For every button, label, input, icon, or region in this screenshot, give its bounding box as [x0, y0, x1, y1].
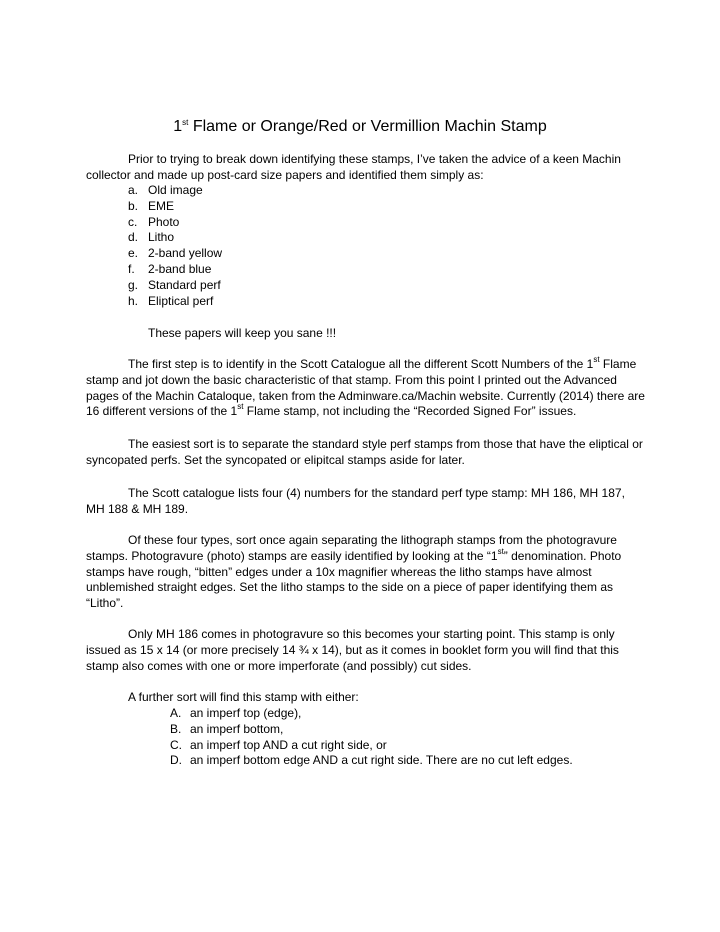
- intro-paragraph: Prior to trying to break down identifying these stamps, I’ve taken the advice of a keen Machin collector and made up post-card size papers and identified them simply as:: [86, 152, 621, 182]
- title-number: 1: [173, 118, 183, 135]
- list-item: h. Eliptical perf: [128, 293, 214, 308]
- list-item: a. Old image: [128, 183, 203, 197]
- paper-labels-list: [128, 183, 222, 309]
- four-types-paragraph: Of these four types, sort once again separating the lithograph stamps from the photogravure stamps. Photogravure (photo) stamps are easily identified by looking at the “1st” denomination. Photo stamps have rough, “bitten” edges under a 10x magnifier whereas the litho stamps have almost unblemished straight edges. Set the litho stamps to the side on a piece of paper identifying them as “Litho”.: [86, 533, 622, 611]
- list-item: b. EME: [128, 198, 175, 213]
- list-item: c. Photo: [128, 214, 180, 229]
- list-item: B. an imperf bottom,: [170, 721, 284, 736]
- first-step-paragraph: The first step is to identify in the Scott Catalogue all the different Scott Numbers of the 1st Flame stamp and jot down the basic characteristic of that stamp. From this point I printed out the Advanced pages of the Machin Cataloque, taken from the Adminware.ca/Machin website. Currently (2014) there are 16 different versions of the 1st Flame stamp, not including the “Recorded Signed For” issues.: [86, 355, 645, 419]
- list-item: C. an imperf top AND a cut right side, or: [170, 737, 387, 752]
- title-superscript: st: [182, 118, 189, 127]
- list-item: D. an imperf bottom edge AND a cut right side. There are no cut left edges.: [170, 753, 573, 768]
- list-item: g. Standard perf: [128, 277, 221, 292]
- list-item: f. 2-band blue: [128, 261, 212, 276]
- easiest-sort-paragraph: The easiest sort is to separate the standard style perf stamps from those that have the eliptical or syncopated perfs. Set the syncopated or elipitcal stamps aside for later.: [86, 437, 643, 467]
- list-item: e. 2-band yellow: [128, 246, 223, 261]
- list-item: A. an imperf top (edge),: [170, 706, 302, 720]
- list-item: d. Litho: [128, 230, 175, 245]
- further-sort-paragraph: A further sort will find this stamp with either:: [128, 690, 359, 704]
- page-title: [0, 117, 720, 137]
- scott-catalogue-paragraph: The Scott catalogue lists four (4) numbers for the standard perf type stamp: MH 186, MH 187, MH 188 & MH 189.: [86, 486, 625, 516]
- imperf-variants-list: [170, 706, 573, 769]
- title-text: Flame or Orange/Red or Vermillion Machin Stamp: [188, 118, 547, 135]
- mh186-paragraph: Only MH 186 comes in photogravure so this becomes your starting point. This stamp is only issued as 15 x 14 (or more precisely 14 ¾ x 14), but as it comes in booklet form you will find that this stamp also comes with one or more imperforate (and possibly) cut sides.: [86, 627, 619, 673]
- sane-note: These papers will keep you sane !!!: [148, 326, 337, 340]
